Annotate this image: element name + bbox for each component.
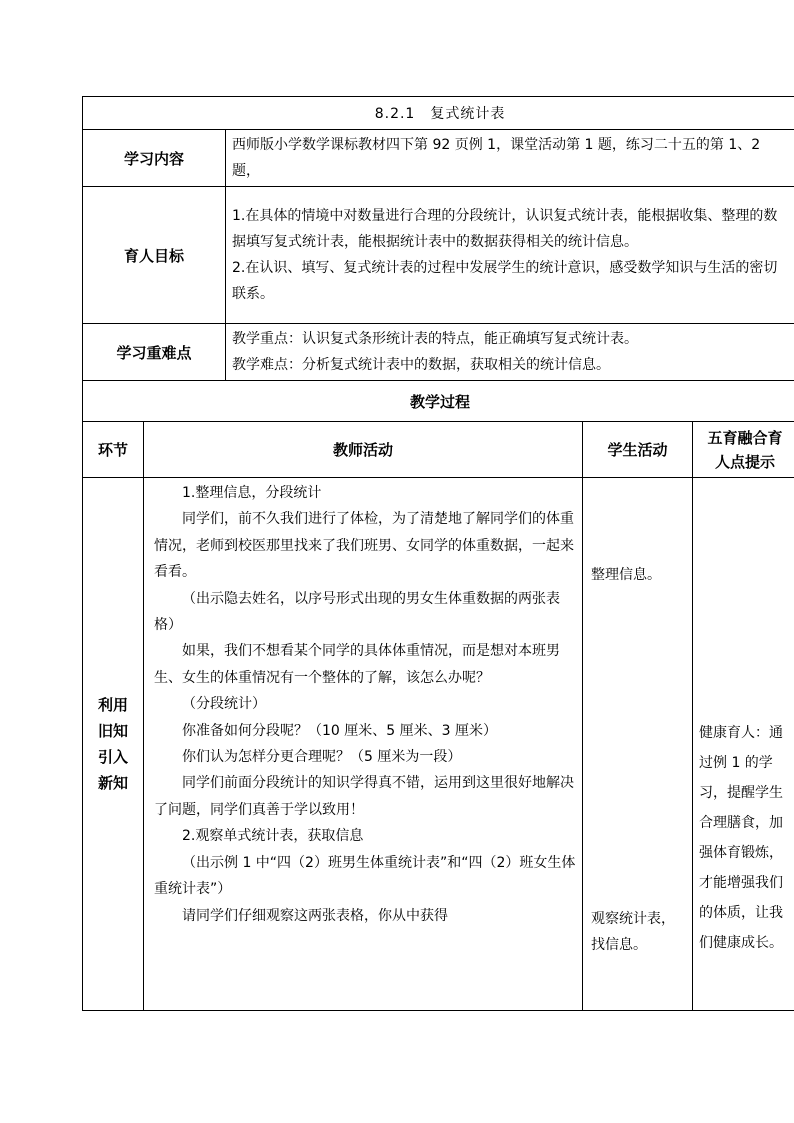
- header-tip-line-1: 五育融合育: [707, 428, 783, 447]
- stage-name-2: 旧知: [97, 722, 128, 740]
- header-tip: [693, 422, 794, 478]
- teacher-activity-cell: [144, 478, 583, 1011]
- lesson-title: 8.2.1 复式统计表: [83, 97, 794, 130]
- key-points-cell: [226, 324, 794, 381]
- tip-text: 健康育人：通过例 1 的学习，提醒学生合理膳食，加强体育锻炼，才能增强我们的体质，让我们健康成长。: [699, 725, 783, 951]
- content-text: 西师版小学数学课标教材四下第 92 页例 1，课堂活动第 1 题，练习二十五的第 1、2 题，: [226, 130, 794, 187]
- teacher-line: （出示隐去姓名，以序号形式出现的男女生体重数据的两张表格）: [154, 590, 560, 634]
- teacher-line: 同学们，前不久我们进行了体检，为了清楚地了解同学们的体重情况，老师到校医那里找来了我们班男、女同学的体重数据，一起来看看。: [154, 511, 574, 581]
- goal-item-1: 1.在具体的情境中对数量进行合理的分段统计，认识复式统计表，能根据收集、整理的数据填写复式统计表，能根据统计表中的数据获得相关的统计信息。: [232, 208, 778, 250]
- teacher-line: 同学们前面分段统计的知识学得真不错，运用到这里很好地解决了问题，同学们真善于学以致用！: [154, 775, 574, 818]
- teacher-line: 2.观察单式统计表，获取信息: [182, 828, 364, 845]
- goal-label: 育人目标: [83, 187, 226, 324]
- teacher-line: 如果，我们不想看某个同学的具体体重情况，而是想对本班男生、女生的体重情况有一个整体的了解，该怎么办呢？: [154, 643, 560, 686]
- student-activity-2: 观察统计表，找信息。: [591, 911, 675, 953]
- key-point-2: 教学难点：分析复式统计表中的数据，获取相关的统计信息。: [232, 357, 610, 373]
- goal-cell: [226, 187, 794, 324]
- tip-cell: [693, 478, 794, 1011]
- process-title: 教学过程: [83, 381, 794, 422]
- stage-name-1: 利用: [97, 696, 128, 714]
- lesson-plan-page: [82, 96, 783, 1011]
- header-tip-line-2: 人点提示: [715, 452, 776, 471]
- teacher-line: 1.整理信息，分段统计: [182, 485, 322, 501]
- student-activity-1: 整理信息。: [591, 567, 661, 583]
- stage-name-4: 新知: [97, 774, 128, 792]
- teacher-line: 请同学们仔细观察这两张表格，你从中获得: [182, 907, 448, 924]
- key-points-label: 学习重难点: [83, 324, 226, 381]
- goal-item-2: 2.在认识、填写、复式统计表的过程中发展学生的统计意识，感受数学知识与生活的密切联系。: [232, 260, 778, 302]
- header-student: 学生活动: [583, 422, 693, 478]
- header-stage: 环节: [83, 422, 144, 478]
- student-activity-cell: [583, 478, 693, 1011]
- content-label: 学习内容: [83, 130, 226, 187]
- lesson-plan-table: [82, 96, 794, 1011]
- stage-name-3: 引入: [97, 748, 128, 766]
- stage-cell: [83, 478, 144, 1011]
- key-point-1: 教学重点：认识复式条形统计表的特点，能正确填写复式统计表。: [232, 331, 638, 347]
- teacher-line: （分段统计）: [182, 696, 266, 713]
- header-teacher: 教师活动: [144, 422, 583, 478]
- teacher-line: 你们认为怎样分更合理呢？（5 厘米为一段）: [182, 749, 462, 766]
- teacher-line: 你准备如何分段呢？（10 厘米、5 厘米、3 厘米）: [182, 722, 497, 739]
- teacher-line: （出示例 1 中“四（2）班男生体重统计表”和“四（2）班女生体重统计表”）: [154, 854, 576, 898]
